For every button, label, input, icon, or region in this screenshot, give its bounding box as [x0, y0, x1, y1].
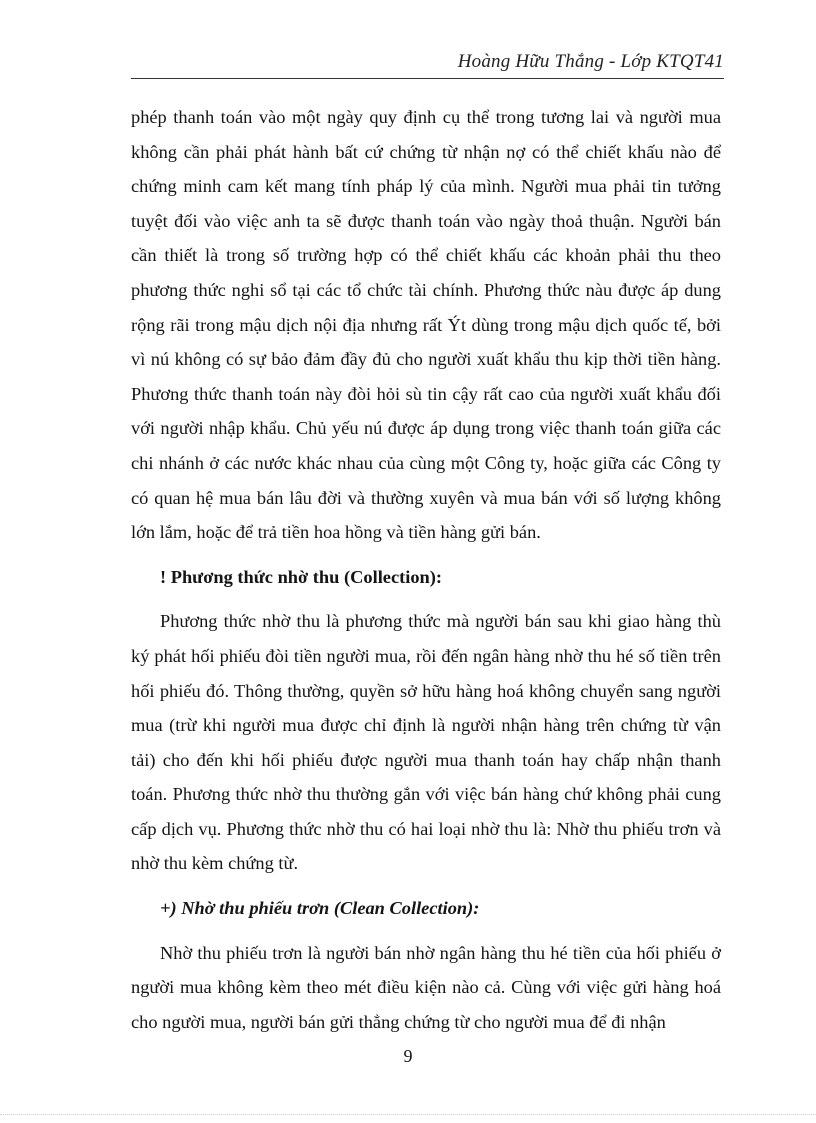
- running-header: Hoàng Hữu Thắng - Lớp KTQT41: [457, 51, 724, 72]
- section-heading-clean-collection: +) Nhờ thu phiếu trơn (Clean Collection):: [160, 898, 480, 919]
- section-heading-collection: ! Phương thức nhờ thu (Collection):: [160, 566, 443, 587]
- body-paragraph-2: Phương thức nhờ thu là phương thức mà người bán sau khi giao hàng thù ký phát hối phiếu đòi tiền người mua, rồi đến ngân hàng nhờ thu hé số tiền trên hối phiếu đó. Thông thường, quyền sở hữu hàng hoá không chuyển sang người mua (trừ khi người mua được chỉ định là người nhận hàng trên chứng từ vận tải) cho đến khi hối phiếu được người mua thanh toán hay chấp nhận thanh toán. Phương thức nhờ thu thường gắn với việc bán hàng chứ không phải cung cấp dịch vụ. Phương thức nhờ thu có hai loại nhờ thu là: Nhờ thu phiếu trơn và nhờ thu kèm chứng từ.: [131, 611, 721, 874]
- page-body: [131, 100, 721, 1039]
- body-paragraph-1: phép thanh toán vào một ngày quy định cụ thể trong tương lai và người mua không cần phải phát hành bất cứ chứng từ nhận nợ có thể chiết khấu nào để chứng minh cam kết mang tính pháp lý của mình. Người mua phải tin tưởng tuyệt đối vào việc anh ta sẽ được thanh toán vào ngày thoả thuận. Người bán cần thiết là trong số trường hợp có thể chiết khấu các khoản phải thu theo phương thức nghi sổ tại các tổ chức tài chính. Phương thức nàu được áp dung rộng rãi trong mậu dịch nội địa nhưng rất Ýt dùng trong mậu dịch quốc tế, bởi vì nú không có sự bảo đảm đầy đủ cho người xuất khẩu thu kịp thời tiền hàng. Phương thức thanh toán này đòi hỏi sù tin cậy rất cao của người xuất khẩu đối với người nhập khẩu. Chủ yếu nú được áp dụng trong việc thanh toán giữa các chi nhánh ở các nước khác nhau của cùng một Công ty, hoặc giữa các Công ty có quan hệ mua bán lâu đời và thường xuyên và mua bán với số lượng không lớn lắm, hoặc để trả tiền hoa hồng và tiền hàng gửi bán.: [131, 107, 721, 543]
- page-bottom-divider: [0, 1114, 816, 1115]
- page-number: 9: [403, 1046, 413, 1066]
- header-divider: [131, 78, 724, 79]
- body-paragraph-3: Nhờ thu phiếu trơn là người bán nhờ ngân hàng thu hé tiền của hối phiếu ở người mua không kèm theo mét điều kiện nào cả. Cùng với việc gửi hàng hoá cho người mua, người bán gửi thẳng chứng từ cho người mua để đi nhận: [131, 942, 721, 1032]
